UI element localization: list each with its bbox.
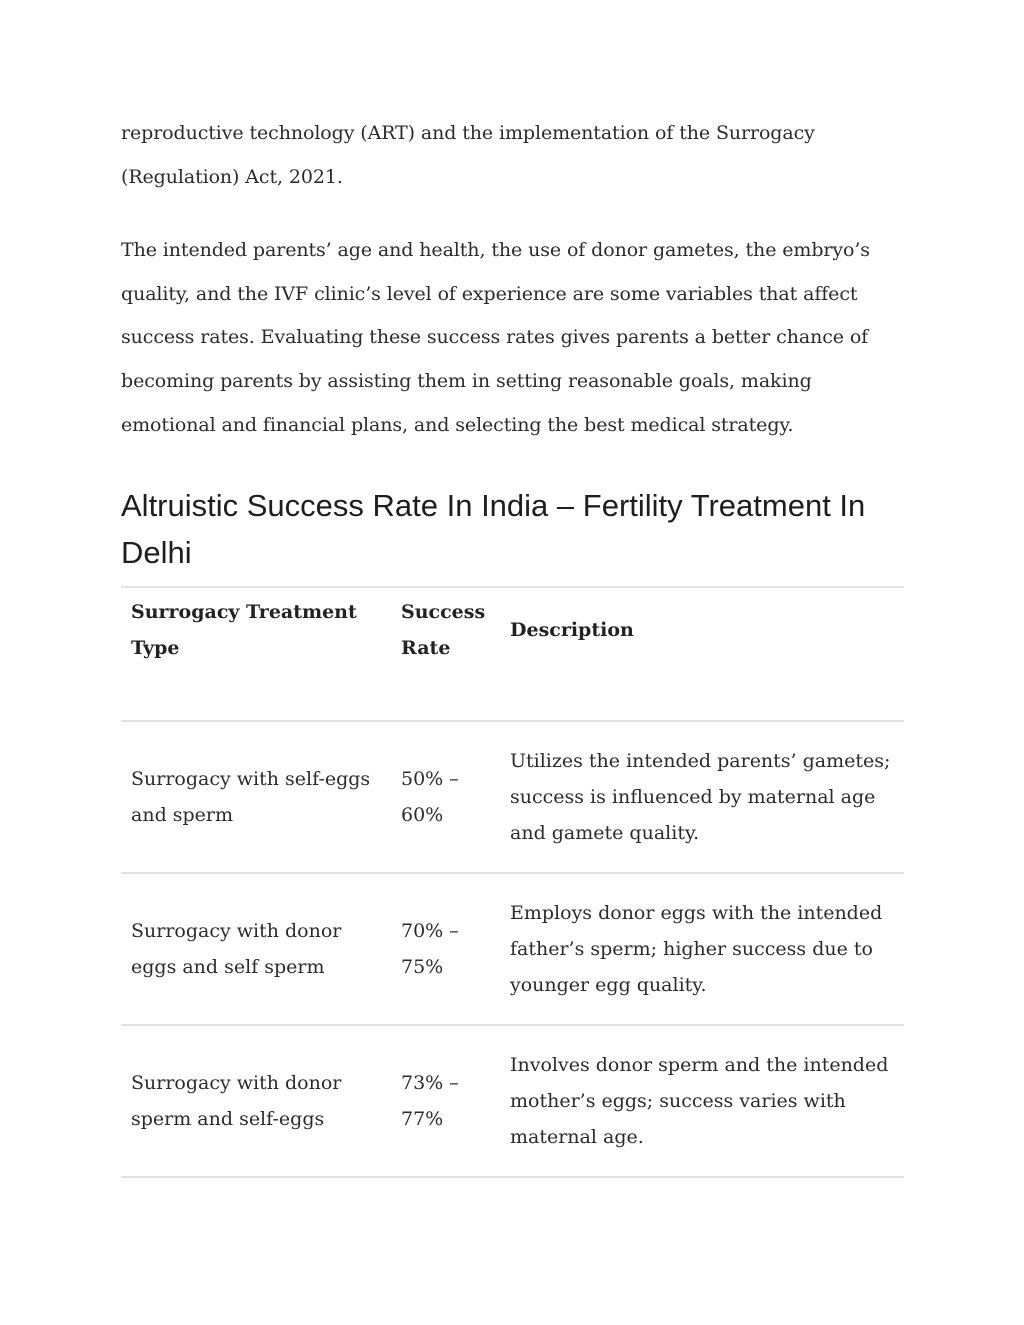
success-rate-cell: 50% – 60% [401, 768, 459, 826]
header-treatment-type: Surrogacy Treatment Type [131, 601, 357, 659]
header-success-rate: Success Rate [401, 601, 486, 659]
table-row [121, 721, 904, 873]
header-description: Description [510, 619, 634, 641]
success-rate-cell: 70% – 75% [401, 920, 459, 978]
success-rate-table [121, 586, 904, 1178]
description-cell: Utilizes the intended parents’ gametes; success is influenced by maternal age and gamete quality. [510, 750, 891, 844]
description-cell: Involves donor sperm and the intended mother’s eggs; success varies with maternal age. [510, 1054, 889, 1148]
success-factors-paragraph: The intended parents’ age and health, the use of donor gametes, the embryo’s quality, and the IVF clinic’s level of experience are some variables that affect success rates. Evaluating these success rates gives parents a better chance of becoming parents by assisting them in setting reasonable goals, making emotional and financial plans, and selecting the best medical strategy. [121, 239, 870, 436]
intro-paragraph: reproductive technology (ART) and the implementation of the Surrogacy (Regulation) Act, 2021. [121, 122, 815, 188]
treatment-type-cell: Surrogacy with donor eggs and self sperm [131, 920, 342, 978]
success-rate-cell: 73% – 77% [401, 1072, 459, 1130]
treatment-type-cell: Surrogacy with self-eggs and sperm [131, 768, 371, 826]
table-row [121, 873, 904, 1025]
section-heading: Altruistic Success Rate In India – Fertility Treatment In Delhi [121, 488, 866, 570]
table-row [121, 1025, 904, 1177]
table-header-row [121, 587, 904, 721]
description-cell: Employs donor eggs with the intended father’s sperm; higher success due to younger egg quality. [510, 902, 883, 996]
treatment-type-cell: Surrogacy with donor sperm and self-eggs [131, 1072, 342, 1130]
